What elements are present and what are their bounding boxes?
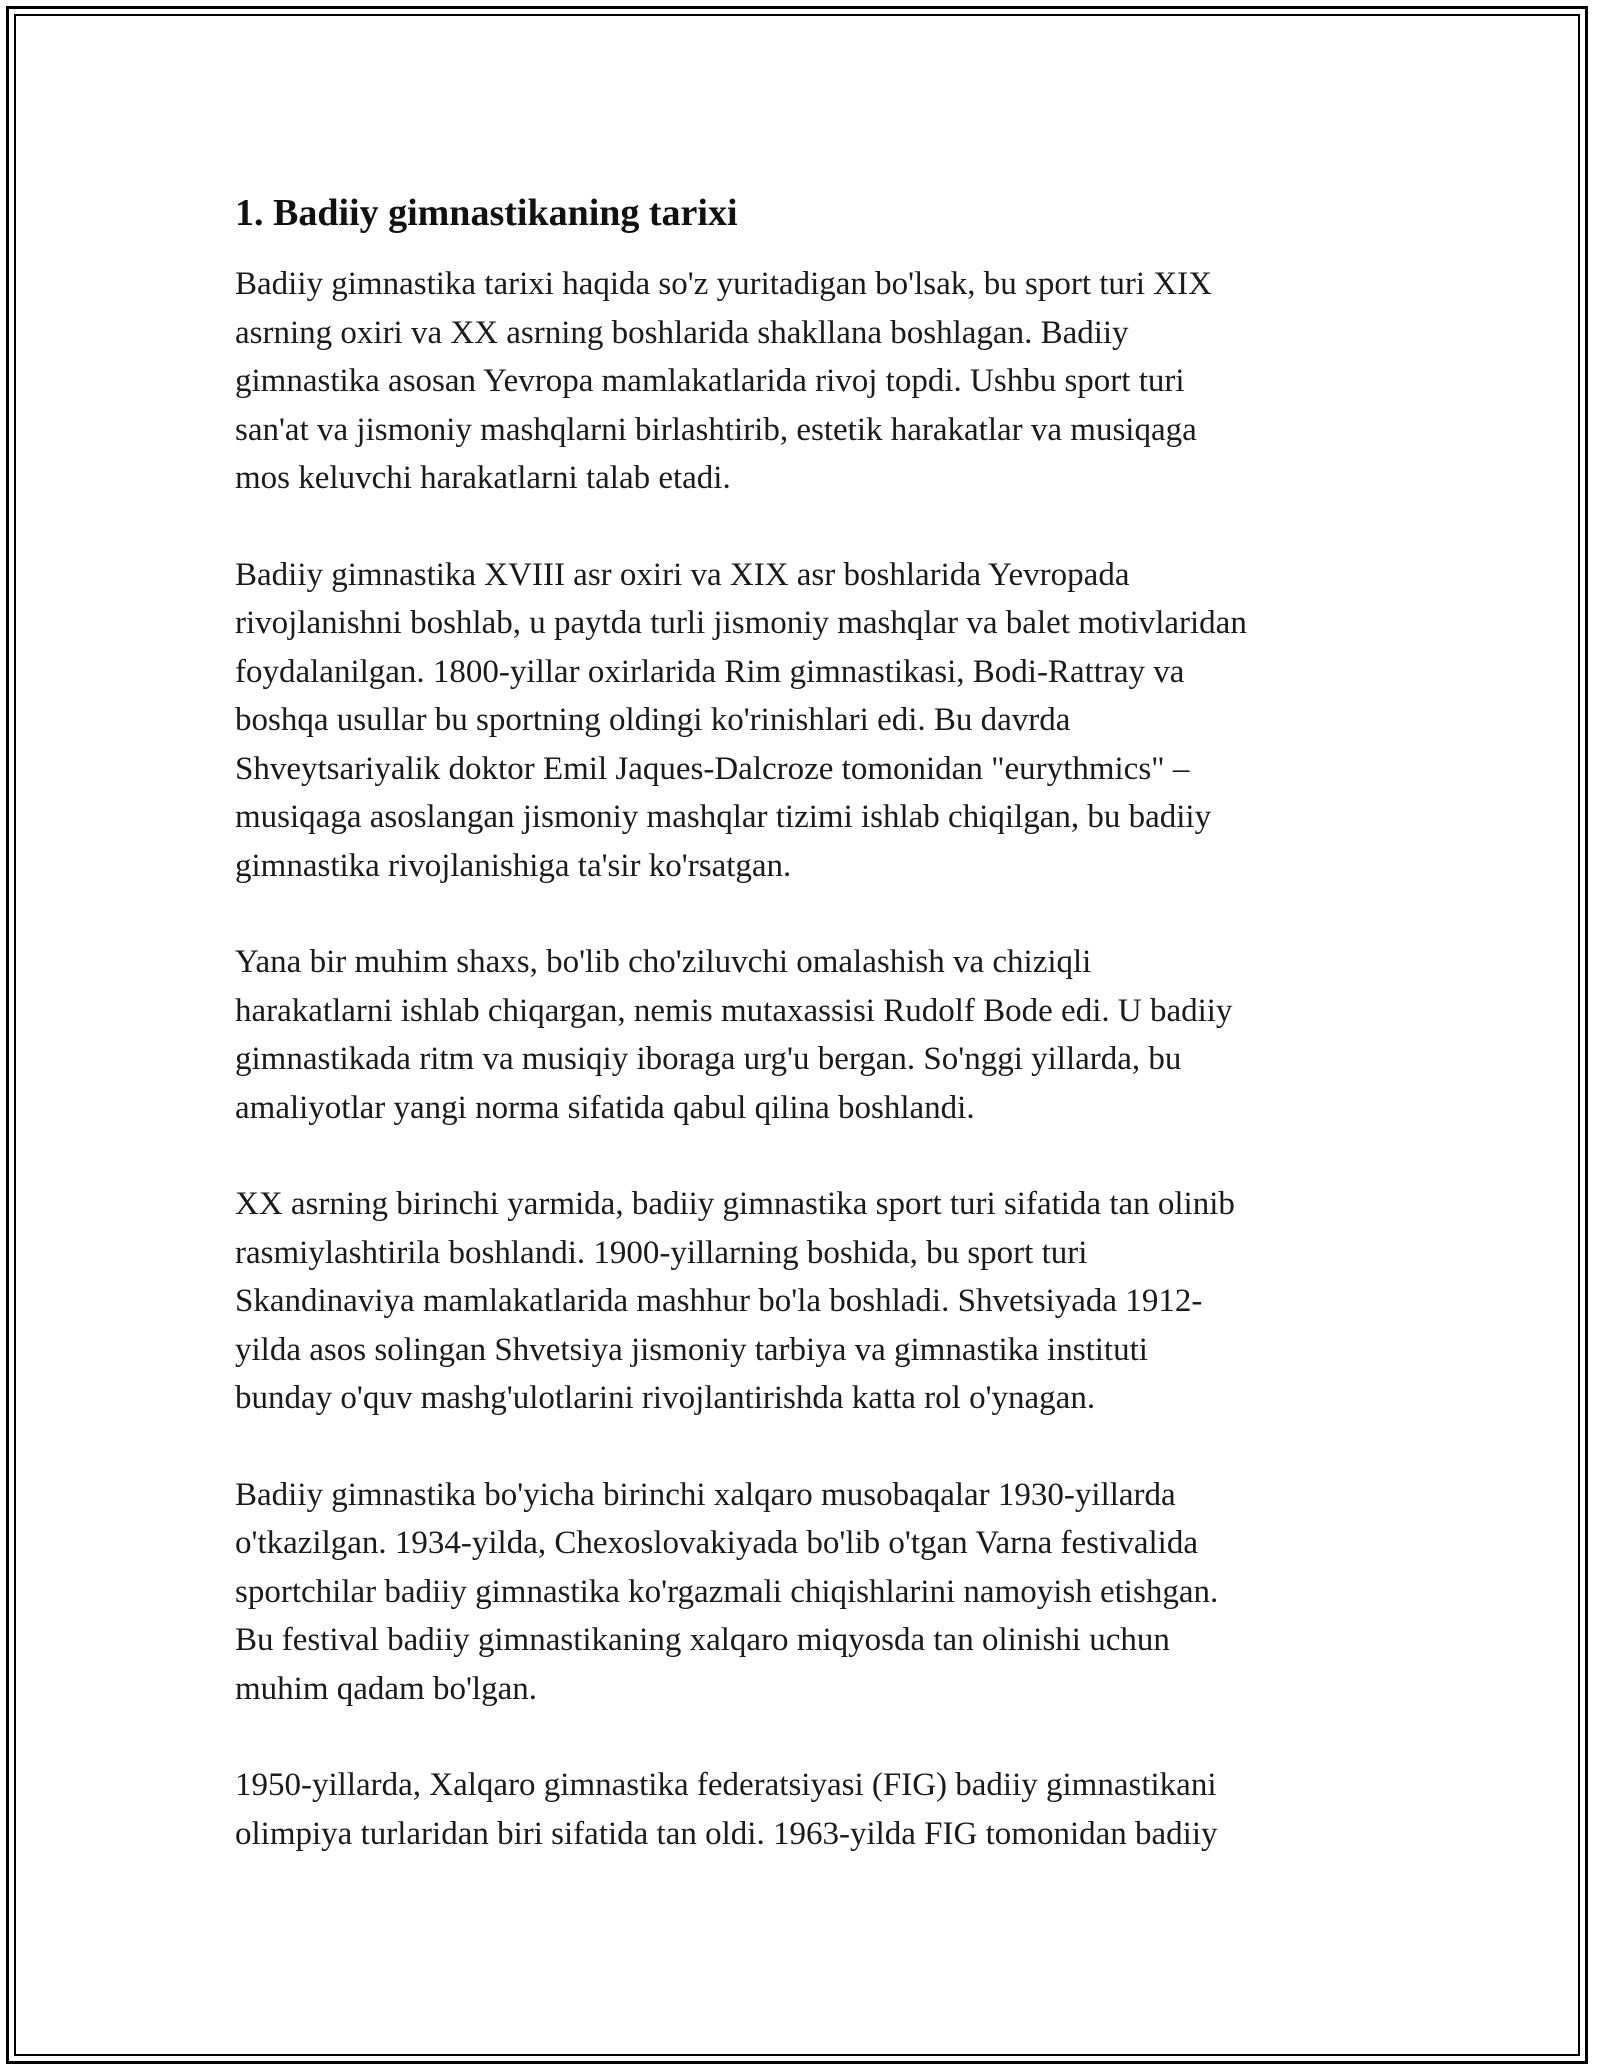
paragraph-3 — [235, 938, 1365, 1132]
text-line: rivojlanishni boshlab, u paytda turli jismoniy mashqlar va balet motivlaridan — [235, 605, 1247, 641]
text-line: Yana bir muhim shaxs, bo'lib cho'ziluvchi omalashish va chiziqli — [235, 944, 1092, 980]
text-line: musiqaga asoslangan jismoniy mashqlar tizimi ishlab chiqilgan, bu badiiy — [235, 799, 1212, 835]
text-line: Badiiy gimnastika XVIII asr oxiri va XIX asr boshlarida Yevropada — [235, 556, 1130, 593]
text-line: yilda asos solingan Shvetsiya jismoniy tarbiya va gimnastika instituti — [235, 1331, 1148, 1368]
text-line: harakatlarni ishlab chiqargan, nemis mutaxassisi Rudolf Bode edi. U badiiy — [235, 992, 1233, 1029]
text-line: XX asrning birinchi yarmida, badiiy gimnastika sport turi sifatida tan olinib — [235, 1186, 1235, 1222]
text-line: boshqa usullar bu sportning oldingi ko'rinishlari edi. Bu davrda — [235, 702, 1071, 738]
text-line: Shveytsariyalik doktor Emil Jaques-Dalcroze tomonidan "eurythmics" – — [235, 750, 1190, 787]
paragraph-2 — [235, 551, 1365, 891]
text-line: olimpiya turlaridan biri sifatida tan oldi. 1963-yilda FIG tomonidan badiiy — [235, 1815, 1218, 1852]
text-line: amaliyotlar yangi norma sifatida qabul qilina boshlandi. — [235, 1089, 975, 1126]
text-line: o'tkazilgan. 1934-yilda, Chexoslovakiyada bo'lib o'tgan Varna festivalida — [235, 1525, 1198, 1561]
text-line: sportchilar badiiy gimnastika ko'rgazmali chiqishlarini namoyish etishgan. — [235, 1573, 1219, 1610]
text-line: 1950-yillarda, Xalqaro gimnastika federatsiyasi (FIG) badiiy gimnastikani — [235, 1767, 1217, 1803]
text-line: Badiiy gimnastika bo'yicha birinchi xalqaro musobaqalar 1930-yillarda — [235, 1476, 1176, 1513]
text-line: gimnastika asosan Yevropa mamlakatlarida rivoj topdi. Ushbu sport turi — [235, 363, 1185, 399]
text-line: Badiiy gimnastika tarixi haqida so'z yuritadigan bo'lsak, bu sport turi XIX — [235, 266, 1212, 302]
text-line: asrning oxiri va XX asrning boshlarida shakllana boshlagan. Badiiy — [235, 314, 1129, 351]
text-line: bunday o'quv mashg'ulotlarini rivojlantirishda katta rol o'ynagan. — [235, 1380, 1096, 1416]
text-line: Bu festival badiiy gimnastikaning xalqaro miqyosda tan olinishi uchun — [235, 1622, 1170, 1658]
paragraph-6 — [235, 1761, 1365, 1858]
text-line: mos keluvchi harakatlarni talab etadi. — [235, 460, 731, 496]
paragraph-5 — [235, 1471, 1365, 1714]
paragraph-1 — [235, 260, 1365, 503]
paragraph-4 — [235, 1180, 1365, 1423]
text-line: gimnastikada ritm va musiqiy iboraga urg'u bergan. So'nggi yillarda, bu — [235, 1041, 1182, 1077]
text-line: gimnastika rivojlanishiga ta'sir ko'rsatgan. — [235, 847, 792, 884]
text-line: rasmiylashtirila boshlandi. 1900-yillarning boshida, bu sport turi — [235, 1234, 1088, 1271]
text-line: Skandinaviya mamlakatlarida mashhur bo'la boshladi. Shvetsiyada 1912- — [235, 1283, 1203, 1319]
text-line: muhim qadam bo'lgan. — [235, 1670, 537, 1707]
document-body — [235, 188, 1365, 1906]
section-heading: 1. Badiiy gimnastikaning tarixi — [235, 192, 738, 234]
text-line: san'at va jismoniy mashqlarni birlashtirib, estetik harakatlar va musiqaga — [235, 411, 1197, 448]
text-line: foydalanilgan. 1800-yillar oxirlarida Rim gimnastikasi, Bodi-Rattray va — [235, 653, 1185, 690]
